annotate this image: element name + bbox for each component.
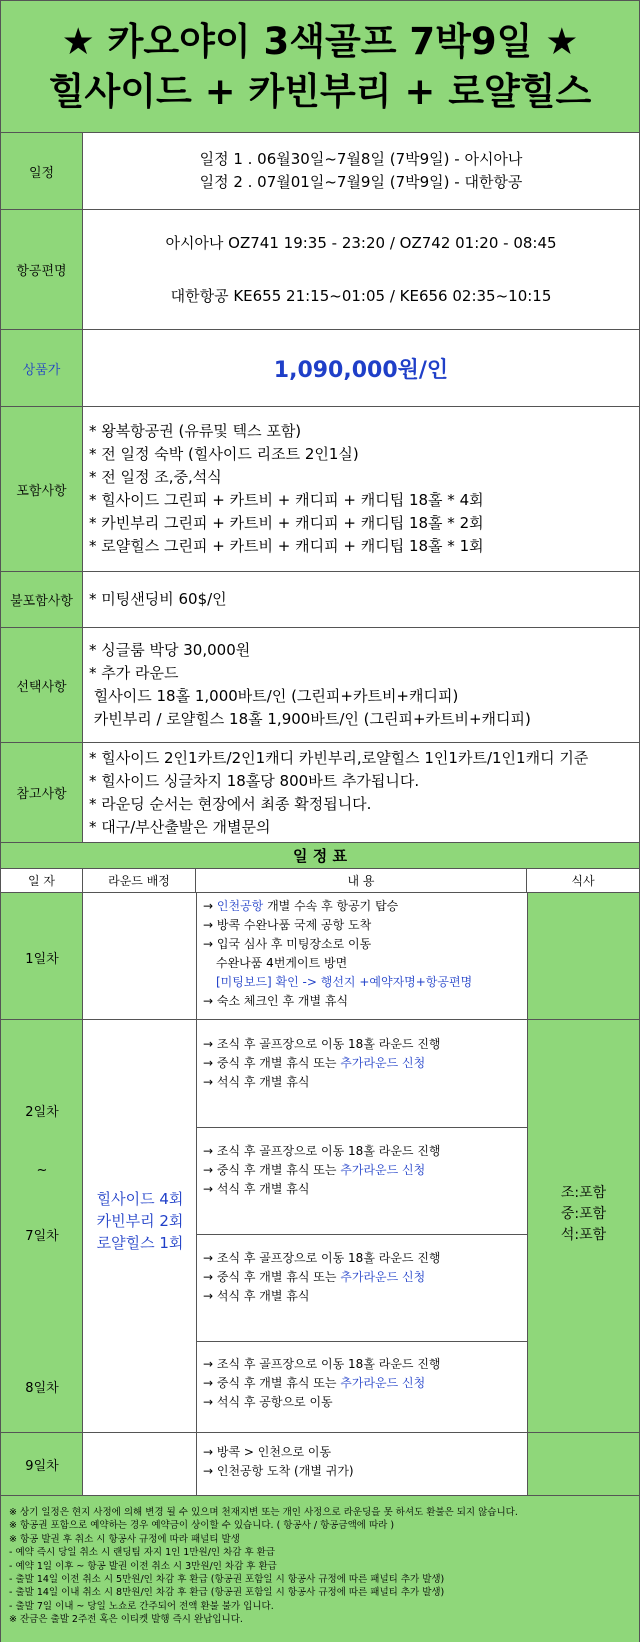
reference-item: * 힐사이드 2인1카트/2인1캐디 카빈부리,로얄힐스 1인1카트/1인1캐디 기준 — [89, 748, 589, 767]
itinerary-header — [1, 869, 639, 893]
schedule-line: 일정 2 . 07월01일~7월9일 (7박9일) - 대한항공 — [199, 173, 523, 191]
schedule-value — [83, 133, 639, 209]
excluded-row — [1, 572, 639, 628]
optional-item: 힐사이드 18홀 1,000바트/인 (그린피+카트비+캐디피) — [89, 687, 459, 705]
schedule-row — [1, 133, 639, 210]
excluded-list — [83, 572, 639, 627]
title-line-1: ★ 카오야이 3색골프 7박9일 ★ — [61, 19, 579, 63]
activity-line: → 석식 후 공항으로 이동 — [203, 1395, 333, 1409]
itinerary-body — [1, 893, 639, 1495]
activity-line: → 중식 후 개별 휴식 또는 추가라운드 신청 — [203, 1163, 426, 1177]
price-value-cell — [83, 330, 639, 406]
activity-line: → 중식 후 개별 휴식 또는 추가라운드 신청 — [203, 1056, 426, 1070]
optional-list — [83, 628, 639, 742]
footer-note: ※ 항공권 포함으로 예약하는 경우 예약금이 상이할 수 있습니다. ( 항공사 / 항공금액에 따라 ) — [9, 1520, 395, 1532]
reference-item: * 힐사이드 싱글차지 18홀당 800바트 추가됩니다. — [89, 771, 420, 790]
included-item: * 로얄힐스 그린피 + 카트비 + 캐디피 + 캐디팁 18홀 * 1회 — [89, 537, 484, 555]
flights-row — [1, 210, 639, 330]
activity-line: → 석식 후 개별 휴식 — [203, 1182, 310, 1196]
price-row — [1, 330, 639, 407]
header-content: 내 용 — [196, 869, 527, 892]
meal-info — [528, 1183, 639, 1246]
activity-line: → 입국 심사 후 미팅장소로 이동 — [203, 937, 372, 951]
included-row — [1, 407, 639, 572]
header-meal: 식사 — [571, 874, 595, 888]
header-day: 일 자 — [1, 869, 83, 892]
header-round: 라운드 배정 — [83, 869, 196, 892]
golf-day-block — [203, 1142, 441, 1199]
day-1-content — [203, 897, 472, 1011]
schedule-line: 일정 1 . 06월30일~7월8일 (7박9일) - 아시아나 — [199, 150, 523, 168]
day-8-content — [203, 1355, 441, 1412]
optional-item: * 싱글룸 박당 30,000원 — [89, 641, 251, 659]
day-8-label: 8일차 — [25, 1381, 59, 1396]
activity-line: → 방콕 수완나품 국제 공항 도착 — [203, 918, 372, 932]
reference-item: * 라운딩 순서는 현장에서 최종 확정됩니다. — [89, 794, 372, 813]
footer-note: ※ 상기 일정은 현지 사정에 의해 변경 될 수 있으며 천재지변 또는 개인 사정으로 라운딩을 못 하셔도 환불은 되지 않습니다. — [9, 1507, 518, 1518]
included-item: * 카빈부리 그린피 + 카트비 + 캐디피 + 캐디팁 18홀 * 2회 — [89, 514, 484, 532]
footer-note: - 출발 14일 이전 취소 시 5만원/인 차감 후 환급 (항공권 포함일 시 항공사 규정에 따른 패널티 추가 발생) — [9, 1574, 445, 1586]
activity-line: 수완나품 4번게이트 방면 — [216, 956, 348, 970]
day-9-content — [203, 1443, 354, 1481]
included-item: * 전 일정 조,중,석식 — [89, 468, 222, 486]
footer-note: - 출발 7일 이내 ~ 당일 노쇼로 간주되어 전액 환불 불가 입니다. — [9, 1600, 274, 1612]
reference-row — [1, 743, 639, 843]
price-value: 1,090,000원/인 — [273, 357, 449, 383]
golf-day-block — [203, 1249, 441, 1306]
row-divider — [1, 1432, 639, 1433]
excluded-item: * 미팅샌딩비 60$/인 — [89, 590, 227, 608]
row-divider — [196, 1234, 527, 1235]
activity-line: → 조식 후 골프장으로 이동 18홀 라운드 진행 — [203, 1037, 441, 1051]
flights-label: 항공편명 — [1, 210, 83, 329]
activity-line: → 석식 후 개별 휴식 — [203, 1075, 310, 1089]
row-divider — [1, 1019, 639, 1020]
activity-line: → 숙소 체크인 후 개별 휴식 — [203, 994, 349, 1008]
meal-item: 석:포함 — [560, 1227, 607, 1243]
day-column — [1, 893, 83, 1495]
day-1-label: 1일차 — [25, 952, 59, 967]
footer-note: ※ 항공 발권 후 취소 시 항공사 규정에 따라 패널티 발생 — [9, 1533, 240, 1545]
activity-line: → 석식 후 개별 휴식 — [203, 1289, 310, 1303]
day-9-label: 9일차 — [25, 1459, 59, 1474]
reference-list — [83, 743, 639, 842]
meal-item: 조:포함 — [560, 1185, 607, 1201]
included-list — [83, 407, 639, 571]
optional-item: * 추가 라운드 — [89, 664, 179, 682]
footer-note: - 예약 즉시 당일 취소 시 랜딩팀 자지 1인 1만원/인 차감 후 환급 — [9, 1547, 276, 1559]
activity-line: → 조식 후 골프장으로 이동 18홀 라운드 진행 — [203, 1251, 441, 1265]
row-divider — [196, 1127, 527, 1128]
activity-line: → 방콕 > 인천으로 이동 — [203, 1445, 332, 1459]
day-range-tilde: ~ — [36, 1163, 48, 1178]
itinerary-title: 일 정 표 — [1, 843, 639, 869]
round-item: 카빈부리 2회 — [96, 1212, 184, 1230]
excluded-label: 불포함사항 — [1, 572, 83, 627]
optional-item: 카빈부리 / 로얄힐스 18홀 1,900바트/인 (그린피+카트비+캐디피) — [89, 710, 531, 728]
schedule-label: 일정 — [1, 133, 83, 209]
footer-note: - 예약 1일 이후 ~ 항공 발권 이전 취소 시 3만원/인 차감 후 환급 — [9, 1560, 277, 1572]
reference-item: * 대구/부산출발은 개별문의 — [89, 817, 271, 836]
activity-line: → 인천공항 도착 (개별 귀가) — [203, 1464, 354, 1478]
round-item: 로얄힐스 1회 — [96, 1234, 184, 1252]
flights-value — [83, 210, 639, 329]
footer-notes — [1, 1495, 639, 1642]
optional-label: 선택사항 — [1, 628, 83, 742]
day-2-label: 2일차 — [25, 1105, 59, 1120]
row-divider — [196, 1341, 527, 1342]
title-banner — [1, 1, 639, 133]
flight-line: 아시아나 OZ741 19:35 - 23:20 / OZ742 01:20 - 08:45 — [165, 233, 557, 252]
price-label: 상품가 — [1, 330, 83, 406]
reference-label: 참고사항 — [1, 743, 83, 842]
activity-line: → 중식 후 개별 휴식 또는 추가라운드 신청 — [203, 1376, 426, 1390]
activity-line: → 조식 후 골프장으로 이동 18홀 라운드 진행 — [203, 1357, 441, 1371]
title-line-2: 힐사이드 + 카빈부리 + 로얄힐스 — [48, 69, 592, 113]
included-item: * 힐사이드 그린피 + 카트비 + 캐디피 + 캐디팁 18홀 * 4회 — [89, 491, 484, 509]
footer-note: - 출발 14일 이내 취소 시 8만원/인 차감 후 환급 (항공권 포함일 시 항공사 규정에 따른 패널티 추가 발생) — [9, 1587, 445, 1599]
activity-line: → 인천공항 개별 수속 후 항공기 탑승 — [203, 899, 399, 913]
included-label: 포함사항 — [1, 407, 83, 571]
included-item: * 전 일정 숙박 (힐사이드 리조트 2인1실) — [89, 445, 359, 463]
activity-line: [미팅보드] 확인 -> 행선지 +예약자명+항공편명 — [216, 975, 473, 989]
round-item: 힐사이드 4회 — [96, 1190, 184, 1208]
round-column-divider — [196, 893, 197, 1495]
optional-row — [1, 628, 639, 743]
activity-line: → 중식 후 개별 휴식 또는 추가라운드 신청 — [203, 1270, 426, 1284]
flight-line: 대한항공 KE655 21:15~01:05 / KE656 02:35~10:15 — [170, 286, 552, 305]
footer-note: ※ 잔금은 출발 2주전 혹은 이티켓 발행 즉시 완납입니다. — [9, 1614, 243, 1626]
meal-item: 중:포함 — [560, 1206, 607, 1222]
included-item: * 왕복항공권 (유류및 텍스 포함) — [89, 422, 302, 440]
golf-day-block — [203, 1035, 441, 1092]
activity-line: → 조식 후 골프장으로 이동 18홀 라운드 진행 — [203, 1144, 441, 1158]
round-assignment — [84, 1188, 196, 1254]
day-7-label: 7일차 — [25, 1229, 59, 1244]
